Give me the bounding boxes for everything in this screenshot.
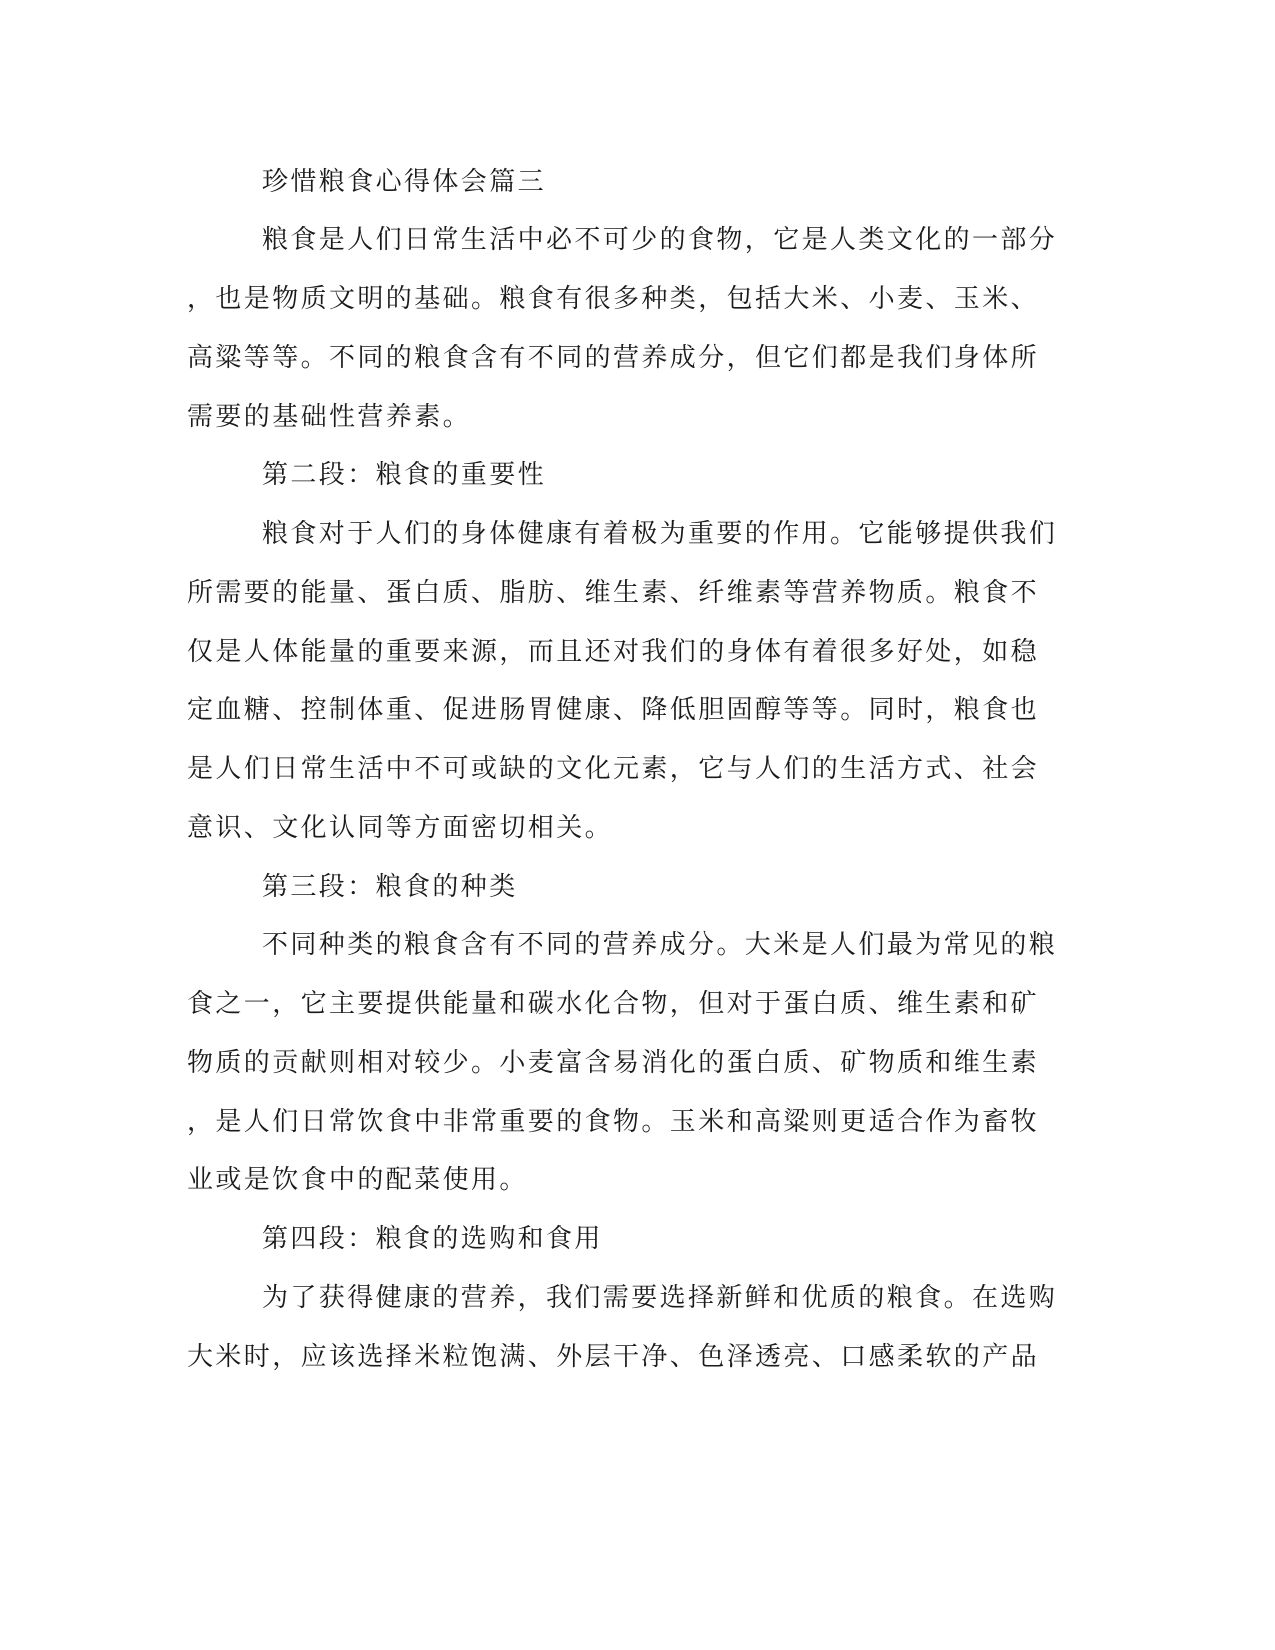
paragraph-line: 为了获得健康的营养，我们需要选择新鲜和优质的粮食。在选购 [262,1283,1058,1313]
section-heading: 第三段：粮食的种类 [262,872,518,902]
section-heading: 第二段：粮食的重要性 [262,460,547,490]
paragraph-line: 定血糖、控制体重、促进肠胃健康、降低胆固醇等等。同时，粮食也 [187,695,1040,725]
paragraph-line: 食之一，它主要提供能量和碳水化合物，但对于蛋白质、维生素和矿 [187,989,1040,1019]
paragraph-line: 是人们日常生活中不可或缺的文化元素，它与人们的生活方式、社会 [187,754,1040,784]
paragraph-line: 大米时，应该选择米粒饱满、外层干净、色泽透亮、口感柔软的产品 [187,1342,1040,1372]
paragraph-line: 意识、文化认同等方面密切相关。 [187,813,614,843]
paragraph-line: 粮食是人们日常生活中必不可少的食物，它是人类文化的一部分 [262,225,1058,255]
paragraph-line: 仅是人体能量的重要来源，而且还对我们的身体有着很多好处，如稳 [187,637,1040,667]
section-heading: 第四段：粮食的选购和食用 [262,1224,603,1254]
paragraph-line: 需要的基础性营养素。 [187,402,472,432]
paragraph-line: 不同种类的粮食含有不同的营养成分。大米是人们最为常见的粮 [262,930,1058,960]
paragraph-line: ，也是物质文明的基础。粮食有很多种类，包括大米、小麦、玉米、 [187,284,1040,314]
document-title: 珍惜粮食心得体会篇三 [262,167,547,197]
paragraph-line: ，是人们日常饮食中非常重要的食物。玉米和高粱则更适合作为畜牧 [187,1107,1040,1137]
paragraph-line: 高粱等等。不同的粮食含有不同的营养成分，但它们都是我们身体所 [187,343,1040,373]
paragraph-line: 所需要的能量、蛋白质、脂肪、维生素、纤维素等营养物质。粮食不 [187,578,1040,608]
paragraph-line: 业或是饮食中的配菜使用。 [187,1165,528,1195]
paragraph-line: 物质的贡献则相对较少。小麦富含易消化的蛋白质、矿物质和维生素 [187,1048,1040,1078]
paragraph-line: 粮食对于人们的身体健康有着极为重要的作用。它能够提供我们 [262,519,1058,549]
